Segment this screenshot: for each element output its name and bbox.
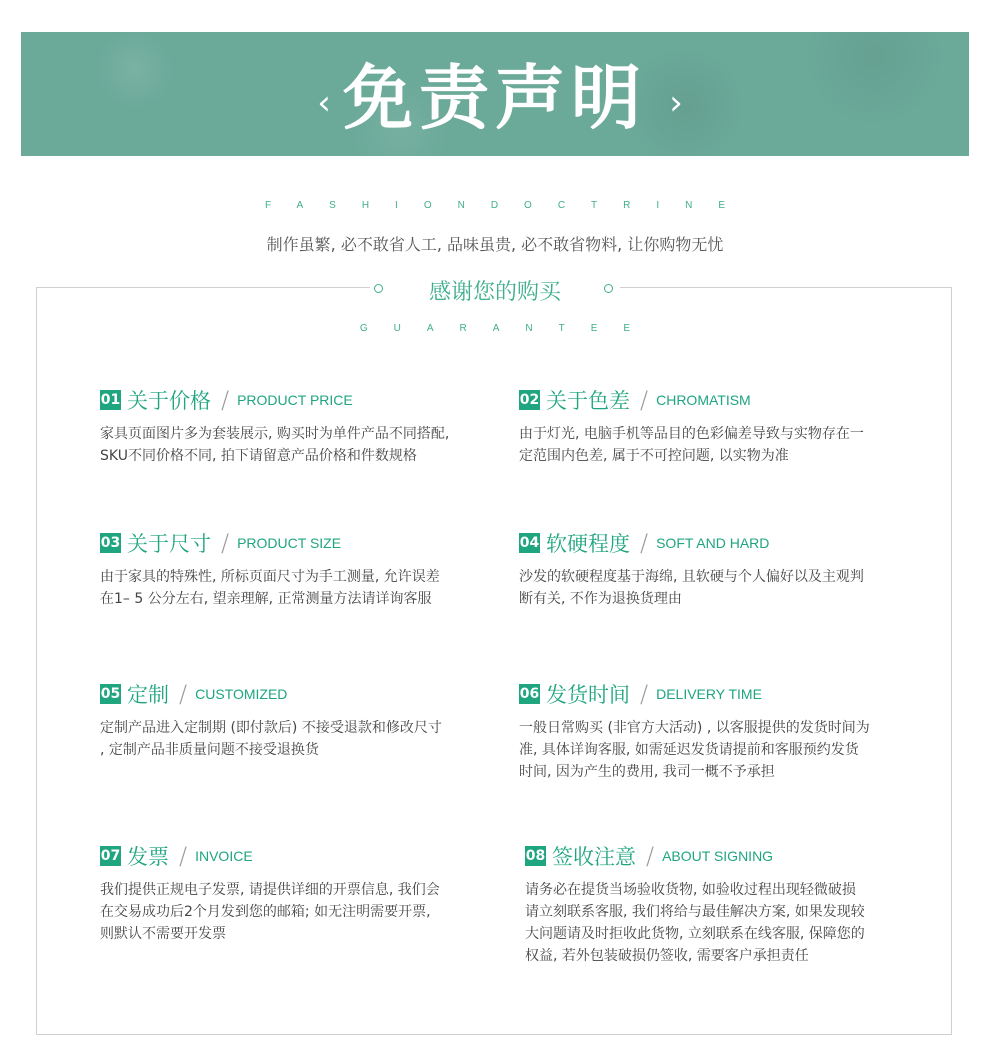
body-line: 大问题请及时拒收此货物, 立刻联系在线客服, 保障您的 [525, 926, 865, 942]
item-title-en: SOFT AND HARD [656, 535, 770, 551]
body-line: , 定制产品非质量问题不接受退换货 [100, 742, 319, 758]
item-number-badge: 06 [519, 686, 540, 702]
policy-item-signing [525, 841, 905, 967]
body-line: 由于家具的特殊性, 所标页面尺寸为手工测量, 允许误差 [100, 569, 440, 585]
policy-item-price [100, 385, 480, 467]
body-line: 家具页面图片多为套装展示, 购买时为单件产品不同搭配, [100, 426, 450, 442]
body-line: SKU不同价格不同, 拍下请留意产品价格和件数规格 [100, 448, 417, 464]
item-body [100, 566, 480, 610]
body-line: 断有关, 不作为退换货理由 [519, 591, 682, 607]
guarantee-label: GUARANTEE [359, 323, 657, 334]
policy-item-size [100, 528, 480, 610]
policy-item-delivery [519, 679, 899, 783]
fashion-doctrine-label: FASHIONDOCTRINE [264, 200, 752, 211]
policy-item-customized [100, 679, 480, 761]
item-title: 定制 [127, 683, 169, 707]
chevron-left-icon[interactable]: ‹ [317, 83, 331, 123]
item-header [100, 841, 480, 871]
item-body [519, 423, 899, 467]
item-title: 关于色差 [546, 389, 630, 413]
item-body [100, 423, 480, 467]
item-number-badge: 03 [100, 535, 121, 551]
item-number-badge: 02 [519, 392, 540, 408]
slash-divider: / [640, 386, 649, 414]
page-title: 免责声明 [343, 57, 647, 139]
item-number-badge: 05 [100, 686, 121, 702]
slash-divider: / [646, 842, 655, 870]
item-title-en: DELIVERY TIME [656, 686, 762, 702]
item-body [100, 717, 480, 761]
body-line: 在交易成功后2个月发到您的邮箱; 如无注明需要开票, [100, 904, 431, 920]
item-header [519, 528, 899, 558]
item-number-badge: 07 [100, 848, 121, 864]
item-title-en: CUSTOMIZED [195, 686, 288, 702]
body-line: 则默认不需要开发票 [100, 926, 226, 942]
item-number-badge: 04 [519, 535, 540, 551]
item-header [519, 385, 899, 415]
item-body [100, 879, 480, 945]
item-title-en: INVOICE [195, 848, 253, 864]
chevron-right-icon[interactable]: › [669, 83, 683, 123]
item-title: 关于尺寸 [127, 532, 211, 556]
policy-item-invoice [100, 841, 480, 945]
header-banner [21, 32, 969, 156]
body-line: 权益, 若外包装破损仍签收, 需要客户承担责任 [525, 948, 809, 964]
body-line: 一般日常购买 (非官方大活动) , 以客服提供的发货时间为 [519, 720, 870, 736]
item-body [525, 879, 905, 967]
body-line: 沙发的软硬程度基于海绵, 且软硬与个人偏好以及主观判 [519, 569, 864, 585]
section-title: 感谢您的购买 [428, 280, 561, 305]
body-line: 我们提供正规电子发票, 请提供详细的开票信息, 我们会 [100, 882, 440, 898]
body-line: 在1– 5 公分左右, 望亲理解, 正常测量方法请详询客服 [100, 591, 432, 607]
body-line: 准, 具体详询客服, 如需延迟发货请提前和客服预约发货 [519, 742, 859, 758]
item-header [100, 385, 480, 415]
body-line: 定制产品进入定制期 (即付款后) 不接受退款和修改尺寸 [100, 720, 442, 736]
item-title-en: ABOUT SIGNING [662, 848, 774, 864]
item-title: 软硬程度 [546, 532, 630, 556]
item-header [100, 679, 480, 709]
item-title: 发票 [127, 845, 169, 869]
policy-item-chromatism [519, 385, 899, 467]
tagline: 制作虽繁, 必不敢省人工, 品味虽贵, 必不敢省物料, 让你购物无忧 [266, 235, 724, 254]
item-number-badge: 08 [525, 848, 546, 864]
slash-divider: / [179, 842, 188, 870]
item-header [100, 528, 480, 558]
slash-divider: / [221, 386, 230, 414]
item-title-en: PRODUCT PRICE [237, 392, 353, 408]
item-header [525, 841, 905, 871]
item-number-badge: 01 [100, 392, 121, 408]
item-header [519, 679, 899, 709]
item-title-en: PRODUCT SIZE [237, 535, 342, 551]
item-title: 发货时间 [546, 683, 630, 707]
body-line: 请立刻联系客服, 我们将给与最佳解决方案, 如果发现较 [525, 904, 865, 920]
slash-divider: / [640, 680, 649, 708]
body-line: 由于灯光, 电脑手机等品目的色彩偏差导致与实物存在一 [519, 426, 864, 442]
body-line: 请务必在提货当场验收货物, 如验收过程出现轻微破损 [525, 882, 856, 898]
body-line: 时间, 因为产生的费用, 我司一概不予承担 [519, 764, 775, 780]
item-title: 关于价格 [127, 389, 211, 413]
item-title: 签收注意 [552, 845, 636, 869]
item-body [519, 717, 899, 783]
slash-divider: / [640, 529, 649, 557]
slash-divider: / [179, 680, 188, 708]
item-body [519, 566, 899, 610]
circle-right-icon [604, 284, 613, 293]
policy-item-softness [519, 528, 899, 610]
body-line: 定范围内色差, 属于不可控问题, 以实物为准 [519, 448, 789, 464]
item-title-en: CHROMATISM [656, 392, 751, 408]
slash-divider: / [221, 529, 230, 557]
